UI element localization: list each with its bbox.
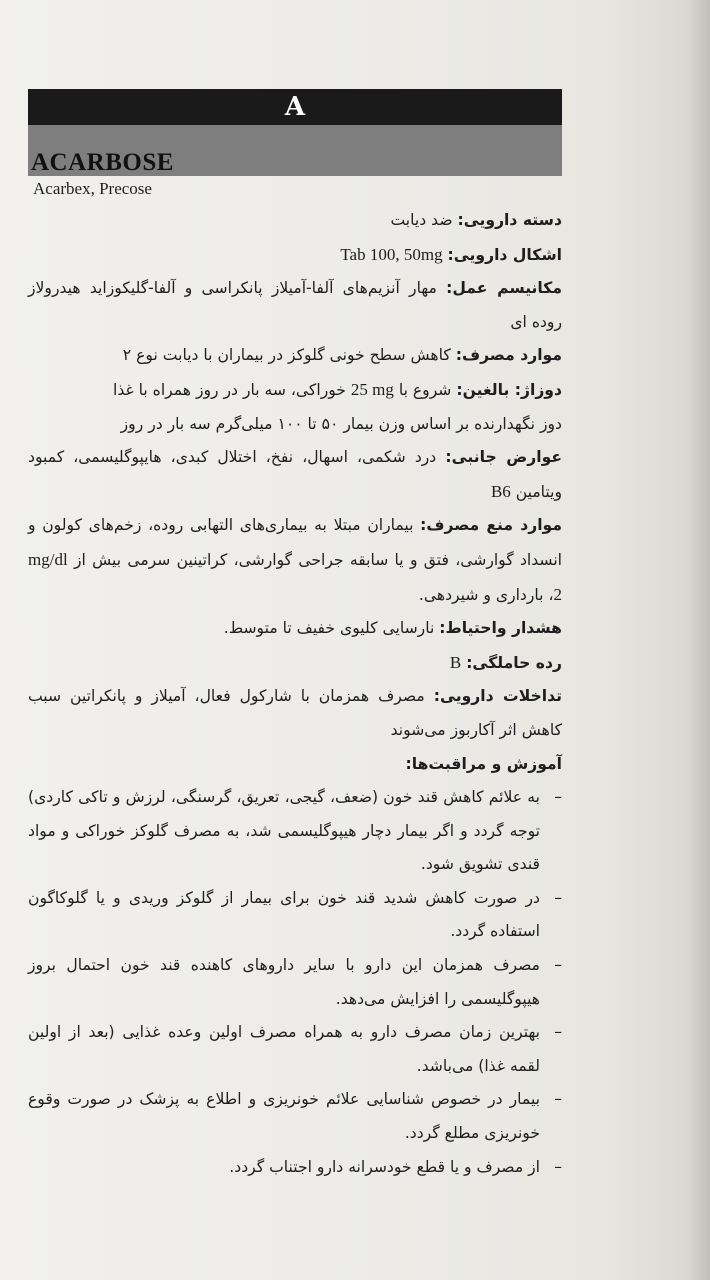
contraindications-label: موارد منع مصرف: <box>420 516 562 535</box>
mechanism-line <box>28 272 562 339</box>
care-bullet <box>28 1083 562 1150</box>
section-letter: A <box>284 92 306 122</box>
care-bullet <box>28 1151 562 1185</box>
dosage-maintenance-line: دوز نگهدارنده بر اساس وزن بیمار ۵۰ تا ۱۰۰ میلی‌گرم سه بار در روز <box>120 414 562 433</box>
side-effects-value: درد شکمی، اسهال، نفخ، اختلال کبدی، هایپوگلیسمی، کمبود ویتامین <box>28 448 562 501</box>
drug-title: ACARBOSE <box>31 149 174 176</box>
side-effects-line <box>28 441 562 509</box>
care-heading <box>28 748 562 782</box>
contraindications-line <box>28 509 562 612</box>
warning-value: نارسایی کلیوی خفیف تا متوسط. <box>223 619 440 638</box>
interactions-line <box>28 680 562 747</box>
pregnancy-line <box>28 646 562 681</box>
indications-label: موارد مصرف: <box>455 346 562 365</box>
bullet-dash: – <box>554 1090 562 1109</box>
drug-class-label: دسته دارویی: <box>457 211 562 229</box>
mechanism-label: مکانیسم عمل: <box>446 279 562 298</box>
interactions-label: تداخلات دارویی: <box>433 687 562 706</box>
forms-value: Tab 100, 50mg <box>340 244 443 264</box>
side-effects-label: عوارض جانبی: <box>445 448 563 467</box>
care-bullet <box>28 1016 562 1083</box>
indications-value: کاهش سطح خونی گلوکز در بیماران با دیابت نوع ۲ <box>122 346 456 365</box>
section-letter-bar <box>28 89 562 125</box>
pregnancy-value: B <box>449 652 462 672</box>
contraindications-end: ، بارداری و شیردهی. <box>418 585 554 604</box>
care-bullet-text: بیمار در خصوص شناسایی علائم خونریزی و اطلاع به پزشک در صورت وقوع خونریزی مطلع گردد. <box>28 1090 540 1143</box>
care-bullet <box>28 882 562 949</box>
care-bullet-text: بهترین زمان مصرف دارو به همراه مصرف اولین وعده غذایی (بعد از اولین لقمه غذا) می‌باشد. <box>28 1023 540 1075</box>
warning-line <box>28 612 562 646</box>
drug-class-value: ضد دیابت <box>390 211 458 229</box>
pregnancy-label: رده حاملگی: <box>466 653 562 672</box>
page-curl-shadow <box>686 0 710 1280</box>
side-effects-b6: B6 <box>490 481 511 501</box>
dosage-line <box>28 373 562 408</box>
care-bullet-text: مصرف همزمان این دارو با سایر داروهای کاهنده قند خون احتمال بروز هیپوگلیسمی را افزایش می‌دهد. <box>28 956 540 1008</box>
indications-line <box>28 339 562 373</box>
dosage-value-end: خوراکی، سه بار در روز همراه با غذا <box>112 380 351 399</box>
care-bullet <box>28 949 562 1016</box>
bullet-dash: – <box>554 888 562 907</box>
drug-class-line <box>28 204 562 238</box>
bullet-dash: – <box>554 956 562 975</box>
care-bullet-text: در صورت کاهش شدید قند خون برای بیمار از گلوکز وریدی و یا گلوکاگون استفاده گردد. <box>28 888 540 941</box>
mechanism-value: مهار آنزیم‌های آلفا-آمیلاز پانکراسی و آلفا-گلیکوزاید هیدرولاز روده ای <box>28 279 562 331</box>
forms-label: اشکال دارویی: <box>447 245 562 264</box>
warning-label: هشدار واحتیاط: <box>439 619 562 638</box>
monograph-body <box>28 204 562 1184</box>
dosage-value-start: شروع با <box>393 380 457 399</box>
bullet-dash: – <box>554 1157 562 1176</box>
dosage-amount: 25 mg <box>350 379 394 399</box>
interactions-value: مصرف همزمان با شارکول فعال، آمیلاز و پانکراتین سبب کاهش اثر آکاربوز می‌شوند <box>28 687 562 739</box>
creatinine-unit: mg/dl 2 <box>28 549 562 604</box>
dosage-label: دوزاژ: بالغین: <box>456 380 562 399</box>
contraindications-value: بیماران مبتلا به بیماری‌های التهابی روده، زخم‌های کولون و انسداد گوارشی، فتق و یا سابقه جراحی گوارشی، کراتینین سرمی بیش از <box>28 516 562 569</box>
bullet-dash: – <box>554 1023 562 1042</box>
care-bullet-text: به علائم کاهش قند خون (ضعف، گیجی، تعریق، گرسنگی، لرزش و تاکی کاردی) توجه گردد و اگر بیمار دچار هیپوگلیسمی شد، به مصرف گلوکز خوراکی و مواد قندی تشویق شود. <box>28 788 540 874</box>
care-label: آموزش و مراقبت‌ها: <box>405 754 562 773</box>
forms-line <box>28 238 562 273</box>
brand-names: Acarbex, Precose <box>33 179 152 198</box>
care-bullet-text: از مصرف و یا قطع خودسرانه دارو اجتناب گردد. <box>229 1157 540 1176</box>
bullet-dash: – <box>554 788 562 807</box>
care-bullet <box>28 781 562 882</box>
